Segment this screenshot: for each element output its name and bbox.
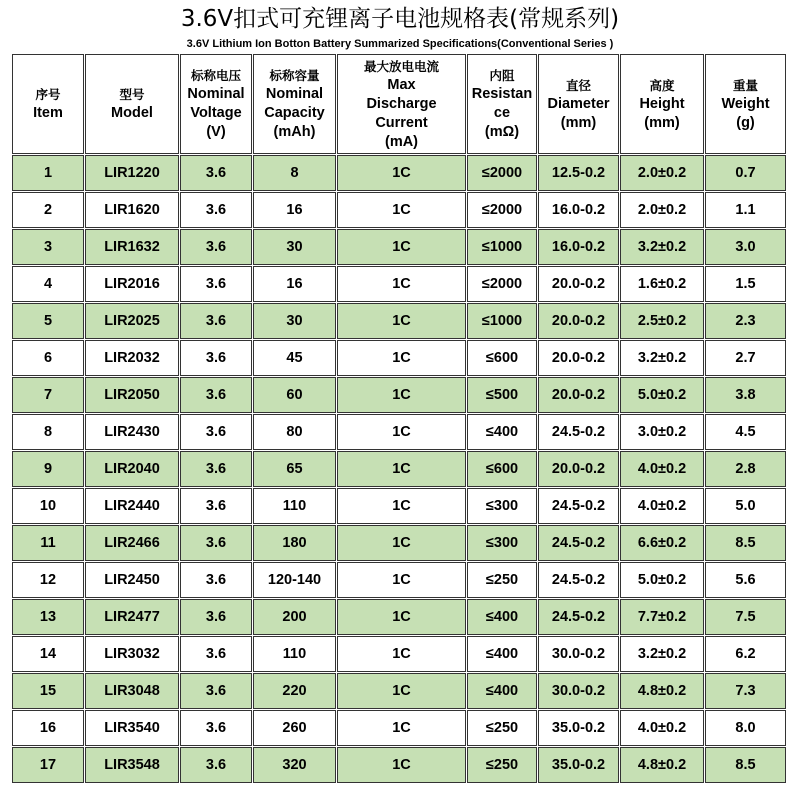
cell-resistance: ≤300 [467, 525, 537, 561]
cell-nominal-voltage: 3.6 [180, 636, 252, 672]
cell-weight: 8.0 [705, 710, 786, 746]
cell-item: 15 [12, 673, 84, 709]
cell-resistance: ≤250 [467, 747, 537, 783]
cell-height: 4.0±0.2 [620, 710, 704, 746]
header-max-discharge-current-line: (mA) [384, 133, 419, 150]
cell-nominal-capacity: 65 [253, 451, 336, 487]
cell-model: LIR2025 [85, 303, 179, 339]
header-item-line: Item [33, 105, 63, 121]
cell-item: 3 [12, 229, 84, 265]
cell-diameter: 24.5-0.2 [538, 599, 619, 635]
cell-nominal-voltage: 3.6 [180, 266, 252, 302]
cell-diameter: 24.5-0.2 [538, 562, 619, 598]
cell-max-discharge-current: 1C [337, 488, 466, 524]
cell-nominal-voltage: 3.6 [180, 673, 252, 709]
table-row [12, 562, 786, 598]
cell-max-discharge-current: 1C [337, 377, 466, 413]
table-row [12, 229, 786, 265]
cell-height: 3.2±0.2 [620, 340, 704, 376]
cell-weight: 7.3 [705, 673, 786, 709]
header-height [620, 54, 704, 154]
cell-nominal-voltage: 3.6 [180, 377, 252, 413]
cell-item: 4 [12, 266, 84, 302]
cell-max-discharge-current: 1C [337, 747, 466, 783]
header-resistance-line: 内阻 [489, 68, 515, 83]
cell-nominal-capacity: 16 [253, 192, 336, 228]
cell-weight: 3.0 [705, 229, 786, 265]
cell-weight: 8.5 [705, 747, 786, 783]
header-nominal-voltage-line: (V) [206, 124, 226, 140]
header-nominal-capacity-line: Capacity [264, 105, 325, 121]
cell-weight: 4.5 [705, 414, 786, 450]
cell-nominal-capacity: 16 [253, 266, 336, 302]
header-nominal-voltage-line: Nominal [187, 86, 245, 102]
table-body [12, 155, 786, 783]
header-height-line: Height [639, 95, 685, 112]
cell-max-discharge-current: 1C [337, 673, 466, 709]
cell-resistance: ≤2000 [467, 266, 537, 302]
spec-table [11, 53, 787, 784]
cell-resistance: ≤400 [467, 414, 537, 450]
cell-height: 6.6±0.2 [620, 525, 704, 561]
cell-diameter: 30.0-0.2 [538, 636, 619, 672]
cell-model: LIR3548 [85, 747, 179, 783]
cell-height: 4.8±0.2 [620, 747, 704, 783]
header-nominal-voltage-line: 标称电压 [190, 68, 241, 83]
cell-height: 3.2±0.2 [620, 636, 704, 672]
cell-height: 5.0±0.2 [620, 562, 704, 598]
cell-nominal-capacity: 200 [253, 599, 336, 635]
cell-model: LIR2040 [85, 451, 179, 487]
cell-weight: 6.2 [705, 636, 786, 672]
cell-weight: 1.1 [705, 192, 786, 228]
cell-nominal-voltage: 3.6 [180, 525, 252, 561]
cell-model: LIR3032 [85, 636, 179, 672]
cell-max-discharge-current: 1C [337, 340, 466, 376]
header-nominal-capacity-line: 标称容量 [269, 68, 320, 83]
cell-resistance: ≤500 [467, 377, 537, 413]
header-max-discharge-current-line: Max [387, 76, 416, 93]
cell-item: 12 [12, 562, 84, 598]
cell-weight: 5.6 [705, 562, 786, 598]
cell-max-discharge-current: 1C [337, 599, 466, 635]
cell-height: 2.0±0.2 [620, 192, 704, 228]
header-model [85, 54, 179, 154]
table-row [12, 340, 786, 376]
cell-nominal-capacity: 80 [253, 414, 336, 450]
header-weight-line: (g) [736, 114, 755, 131]
header-item [12, 54, 84, 154]
cell-nominal-voltage: 3.6 [180, 710, 252, 746]
cell-item: 7 [12, 377, 84, 413]
header-height-line: (mm) [644, 114, 680, 131]
table-row [12, 488, 786, 524]
cell-resistance: ≤400 [467, 636, 537, 672]
cell-height: 5.0±0.2 [620, 377, 704, 413]
header-nominal-capacity-line: Nominal [265, 86, 324, 102]
page-title: 3.6V扣式可充锂离子电池规格表(常规系列) [180, 6, 620, 32]
cell-nominal-capacity: 180 [253, 525, 336, 561]
cell-nominal-capacity: 320 [253, 747, 336, 783]
table-row [12, 414, 786, 450]
cell-item: 16 [12, 710, 84, 746]
table-row [12, 636, 786, 672]
cell-diameter: 20.0-0.2 [538, 266, 619, 302]
cell-nominal-capacity: 110 [253, 488, 336, 524]
header-resistance-line: Resistan [471, 86, 533, 102]
cell-nominal-capacity: 60 [253, 377, 336, 413]
header-diameter [538, 54, 619, 154]
cell-item: 11 [12, 525, 84, 561]
cell-model: LIR2032 [85, 340, 179, 376]
cell-height: 2.0±0.2 [620, 155, 704, 191]
cell-diameter: 12.5-0.2 [538, 155, 619, 191]
header-item-line: 序号 [35, 87, 61, 102]
cell-max-discharge-current: 1C [337, 229, 466, 265]
cell-item: 8 [12, 414, 84, 450]
cell-item: 6 [12, 340, 84, 376]
header-nominal-voltage [180, 54, 252, 154]
header-max-discharge-current-line: Current [375, 114, 428, 131]
header-resistance-line: ce [493, 105, 511, 121]
cell-diameter: 30.0-0.2 [538, 673, 619, 709]
cell-resistance: ≤300 [467, 488, 537, 524]
cell-height: 7.7±0.2 [620, 599, 704, 635]
table-row [12, 192, 786, 228]
cell-resistance: ≤600 [467, 340, 537, 376]
cell-resistance: ≤1000 [467, 303, 537, 339]
cell-model: LIR1632 [85, 229, 179, 265]
table-row [12, 525, 786, 561]
table-row [12, 451, 786, 487]
table-row [12, 599, 786, 635]
header-max-discharge-current-line: Discharge [366, 95, 437, 112]
cell-nominal-capacity: 260 [253, 710, 336, 746]
table-row [12, 377, 786, 413]
cell-diameter: 35.0-0.2 [538, 710, 619, 746]
cell-model: LIR2477 [85, 599, 179, 635]
cell-model: LIR2430 [85, 414, 179, 450]
cell-weight: 2.8 [705, 451, 786, 487]
cell-nominal-voltage: 3.6 [180, 155, 252, 191]
header-diameter-line: Diameter [547, 95, 610, 112]
cell-nominal-voltage: 3.6 [180, 340, 252, 376]
header-diameter-line: (mm) [560, 114, 597, 131]
cell-diameter: 20.0-0.2 [538, 451, 619, 487]
cell-diameter: 20.0-0.2 [538, 340, 619, 376]
cell-item: 9 [12, 451, 84, 487]
cell-diameter: 24.5-0.2 [538, 414, 619, 450]
cell-nominal-voltage: 3.6 [180, 451, 252, 487]
cell-resistance: ≤2000 [467, 192, 537, 228]
cell-max-discharge-current: 1C [337, 303, 466, 339]
cell-max-discharge-current: 1C [337, 414, 466, 450]
cell-nominal-capacity: 110 [253, 636, 336, 672]
cell-resistance: ≤2000 [467, 155, 537, 191]
cell-max-discharge-current: 1C [337, 525, 466, 561]
cell-nominal-capacity: 120-140 [253, 562, 336, 598]
cell-item: 5 [12, 303, 84, 339]
cell-nominal-voltage: 3.6 [180, 488, 252, 524]
cell-item: 14 [12, 636, 84, 672]
cell-diameter: 35.0-0.2 [538, 747, 619, 783]
cell-diameter: 16.0-0.2 [538, 229, 619, 265]
cell-nominal-capacity: 30 [253, 229, 336, 265]
cell-item: 13 [12, 599, 84, 635]
cell-nominal-voltage: 3.6 [180, 747, 252, 783]
cell-nominal-capacity: 220 [253, 673, 336, 709]
cell-model: LIR1220 [85, 155, 179, 191]
cell-nominal-voltage: 3.6 [180, 562, 252, 598]
cell-model: LIR2466 [85, 525, 179, 561]
header-nominal-capacity [253, 54, 336, 154]
cell-nominal-capacity: 45 [253, 340, 336, 376]
header-model-line: Model [111, 105, 153, 121]
cell-height: 1.6±0.2 [620, 266, 704, 302]
cell-max-discharge-current: 1C [337, 451, 466, 487]
cell-height: 2.5±0.2 [620, 303, 704, 339]
header-weight [705, 54, 786, 154]
cell-max-discharge-current: 1C [337, 710, 466, 746]
cell-weight: 3.8 [705, 377, 786, 413]
cell-diameter: 24.5-0.2 [538, 525, 619, 561]
header-nominal-capacity-line: (mAh) [273, 124, 316, 140]
cell-model: LIR2016 [85, 266, 179, 302]
cell-item: 2 [12, 192, 84, 228]
header-nominal-voltage-line: Voltage [190, 105, 242, 121]
cell-diameter: 24.5-0.2 [538, 488, 619, 524]
cell-nominal-voltage: 3.6 [180, 192, 252, 228]
cell-item: 17 [12, 747, 84, 783]
table-row [12, 710, 786, 746]
header-resistance-line: (mΩ) [484, 124, 520, 140]
table-header-row [12, 54, 786, 154]
table-row [12, 747, 786, 783]
cell-max-discharge-current: 1C [337, 266, 466, 302]
cell-weight: 8.5 [705, 525, 786, 561]
cell-weight: 7.5 [705, 599, 786, 635]
cell-model: LIR2440 [85, 488, 179, 524]
cell-diameter: 20.0-0.2 [538, 303, 619, 339]
cell-resistance: ≤400 [467, 599, 537, 635]
cell-model: LIR3048 [85, 673, 179, 709]
cell-model: LIR2450 [85, 562, 179, 598]
cell-model: LIR3540 [85, 710, 179, 746]
cell-weight: 2.7 [705, 340, 786, 376]
cell-nominal-capacity: 8 [253, 155, 336, 191]
cell-nominal-voltage: 3.6 [180, 414, 252, 450]
cell-nominal-voltage: 3.6 [180, 303, 252, 339]
header-model-line: 型号 [119, 87, 145, 102]
cell-diameter: 20.0-0.2 [538, 377, 619, 413]
cell-weight: 1.5 [705, 266, 786, 302]
cell-height: 4.0±0.2 [620, 451, 704, 487]
cell-height: 4.8±0.2 [620, 673, 704, 709]
header-diameter-line: 直径 [565, 77, 591, 93]
page-subtitle: 3.6V Lithium Ion Botton Battery Summarized Specifications(Conventional Series ) [186, 38, 614, 50]
cell-height: 3.0±0.2 [620, 414, 704, 450]
table-row [12, 673, 786, 709]
cell-max-discharge-current: 1C [337, 636, 466, 672]
header-weight-line: 重量 [732, 77, 758, 93]
cell-weight: 5.0 [705, 488, 786, 524]
header-max-discharge-current [337, 54, 466, 154]
cell-nominal-voltage: 3.6 [180, 599, 252, 635]
cell-max-discharge-current: 1C [337, 192, 466, 228]
table-row [12, 155, 786, 191]
cell-max-discharge-current: 1C [337, 155, 466, 191]
cell-nominal-voltage: 3.6 [180, 229, 252, 265]
cell-resistance: ≤1000 [467, 229, 537, 265]
cell-item: 10 [12, 488, 84, 524]
cell-resistance: ≤600 [467, 451, 537, 487]
header-resistance [467, 54, 537, 154]
cell-model: LIR1620 [85, 192, 179, 228]
cell-height: 4.0±0.2 [620, 488, 704, 524]
cell-resistance: ≤250 [467, 562, 537, 598]
cell-item: 1 [12, 155, 84, 191]
header-weight-line: Weight [721, 95, 770, 112]
cell-nominal-capacity: 30 [253, 303, 336, 339]
cell-resistance: ≤400 [467, 673, 537, 709]
cell-weight: 2.3 [705, 303, 786, 339]
cell-model: LIR2050 [85, 377, 179, 413]
cell-max-discharge-current: 1C [337, 562, 466, 598]
cell-diameter: 16.0-0.2 [538, 192, 619, 228]
cell-height: 3.2±0.2 [620, 229, 704, 265]
header-height-line: 高度 [649, 77, 675, 93]
table-row [12, 303, 786, 339]
table-row [12, 266, 786, 302]
cell-resistance: ≤250 [467, 710, 537, 746]
cell-weight: 0.7 [705, 155, 786, 191]
header-max-discharge-current-line: 最大放电电流 [363, 58, 439, 74]
